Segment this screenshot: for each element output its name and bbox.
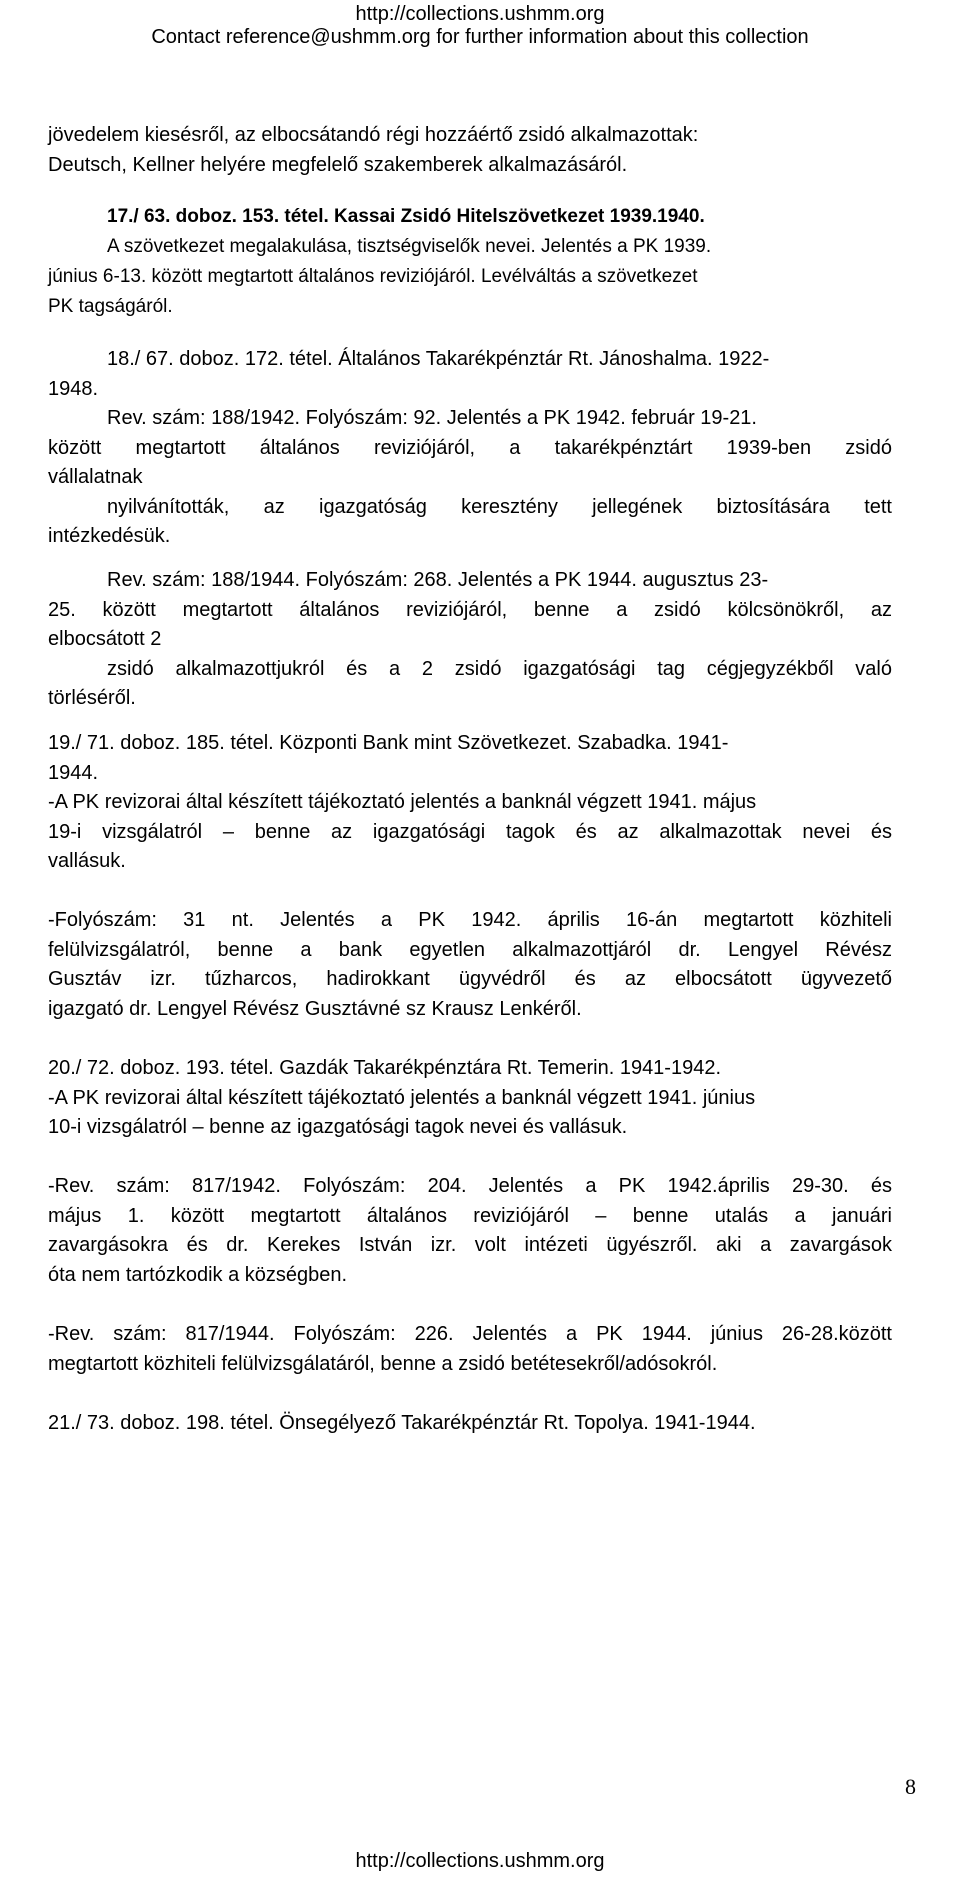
text-line: 19-i vizsgálatról – benne az igazgatósági tagok és az alkalmazottak nevei és (48, 820, 892, 843)
text-line: 1948. (48, 377, 99, 400)
page-number: 8 (905, 1774, 916, 1799)
text-line: jövedelem kiesésről, az elbocsátandó régi hozzáértő zsidó alkalmazottak: (48, 124, 699, 146)
text-line: 10-i vizsgálatról – benne az igazgatósági tagok nevei és vallásuk. (48, 1116, 628, 1138)
text-line: -Rev. szám: 817/1944. Folyószám: 226. Jelentés a PK 1944. június 26-28.között (48, 1323, 892, 1345)
entry-18-rev-1944 (48, 566, 892, 714)
text-line: május 1. között megtartott általános reviziójáról – benne utalás a januári (48, 1204, 892, 1227)
text-line: Rev. szám: 188/1944. Folyószám: 268. Jelentés a PK 1944. augusztus 23- (107, 569, 769, 591)
text-line: -Rev. szám: 817/1942. Folyószám: 204. Jelentés a PK 1942.április 29-30. és (48, 1175, 892, 1197)
entry-heading: 19./ 71. doboz. 185. tétel. Központi Bank mint Szövetkezet. Szabadka. 1941- (48, 732, 729, 754)
text-line: igazgató dr. Lengyel Révész Gusztávné sz Krausz Lenkéről. (48, 997, 582, 1020)
text-line: június 6-13. között megtartott általános reviziójáról. Levélváltás a szövetkezet (48, 266, 698, 287)
text-line: Gusztáv izr. tűzharcos, hadirokkant ügyvédről és az elbocsátott ügyvezető (48, 968, 892, 990)
header-url: http://collections.ushmm.org (355, 3, 605, 25)
text-line: óta nem tartózkodik a községben. (48, 1263, 348, 1286)
paragraph-intro (48, 120, 892, 180)
entry-18 (48, 345, 892, 552)
entry-17 (48, 202, 892, 322)
text-line: Rev. szám: 188/1942. Folyószám: 92. Jelentés a PK 1942. február 19-21. (107, 407, 757, 429)
entry-20-rev-1944 (48, 1320, 892, 1379)
text-line: vállalatnak (48, 466, 143, 488)
text-line: intézkedésük. (48, 525, 171, 547)
entry-heading: 20./ 72. doboz. 193. tétel. Gazdák Takarékpénztára Rt. Temerin. 1941-1942. (48, 1057, 722, 1079)
text-line: zsidó alkalmazottjukról és a 2 zsidó igazgatósági tag cégjegyzékből való (107, 657, 892, 680)
text-line: -A PK revizorai által készített tájékoztató jelentés a banknál végzett 1941. május (48, 791, 757, 813)
text-line: között megtartott általános reviziójáról, a takarékpénztárt 1939-ben zsidó (48, 436, 892, 459)
entry-heading: 18./ 67. doboz. 172. tétel. Általános Takarékpénztár Rt. Jánoshalma. 1922- (107, 348, 770, 370)
footer-url: http://collections.ushmm.org (355, 1850, 605, 1872)
entry-heading: 21./ 73. doboz. 198. tétel. Önsegélyező Takarékpénztár Rt. Topolya. 1941-1944. (48, 1412, 756, 1434)
entry-20-rev-1942 (48, 1172, 892, 1290)
text-line: A szövetkezet megalakulása, tisztségviselők nevei. Jelentés a PK 1939. (107, 236, 712, 257)
entry-21 (48, 1409, 892, 1439)
text-line: vallásuk. (48, 850, 126, 872)
text-line: 1944. (48, 761, 99, 784)
text-line: felülvizsgálatról, benne a bank egyetlen alkalmazottjáról dr. Lengyel Révész (48, 938, 892, 961)
text-line: megtartott közhiteli felülvizsgálatáról, benne a zsidó betétesekről/adósokról. (48, 1352, 718, 1375)
text-line: zavargásokra és dr. Kerekes István izr. volt intézeti ügyészről. aki a zavargások (48, 1234, 892, 1256)
header-contact: Contact reference@ushmm.org for further information about this collection (151, 26, 809, 48)
text-line: 25. között megtartott általános reviziójáról, benne a zsidó kölcsönökről, az (48, 598, 892, 621)
text-line: törléséről. (48, 687, 136, 709)
text-line: -Folyószám: 31 nt. Jelentés a PK 1942. április 16-án megtartott közhiteli (48, 909, 892, 931)
text-line: -A PK revizorai által készített tájékoztató jelentés a banknál végzett 1941. június (48, 1086, 756, 1109)
entry-heading: 17./ 63. doboz. 153. tétel. Kassai Zsidó Hitelszövetkezet 1939.1940. (107, 206, 705, 227)
entry-19-folyoszam (48, 906, 892, 1024)
text-line: PK tagságáról. (48, 296, 173, 317)
text-line: elbocsátott 2 (48, 628, 162, 650)
text-line: nyilvánították, az igazgatóság keresztény jellegének biztosítására tett (107, 495, 892, 518)
text-line: Deutsch, Kellner helyére megfelelő szakemberek alkalmazásáról. (48, 154, 628, 176)
entry-20 (48, 1054, 892, 1143)
entry-19 (48, 729, 892, 877)
